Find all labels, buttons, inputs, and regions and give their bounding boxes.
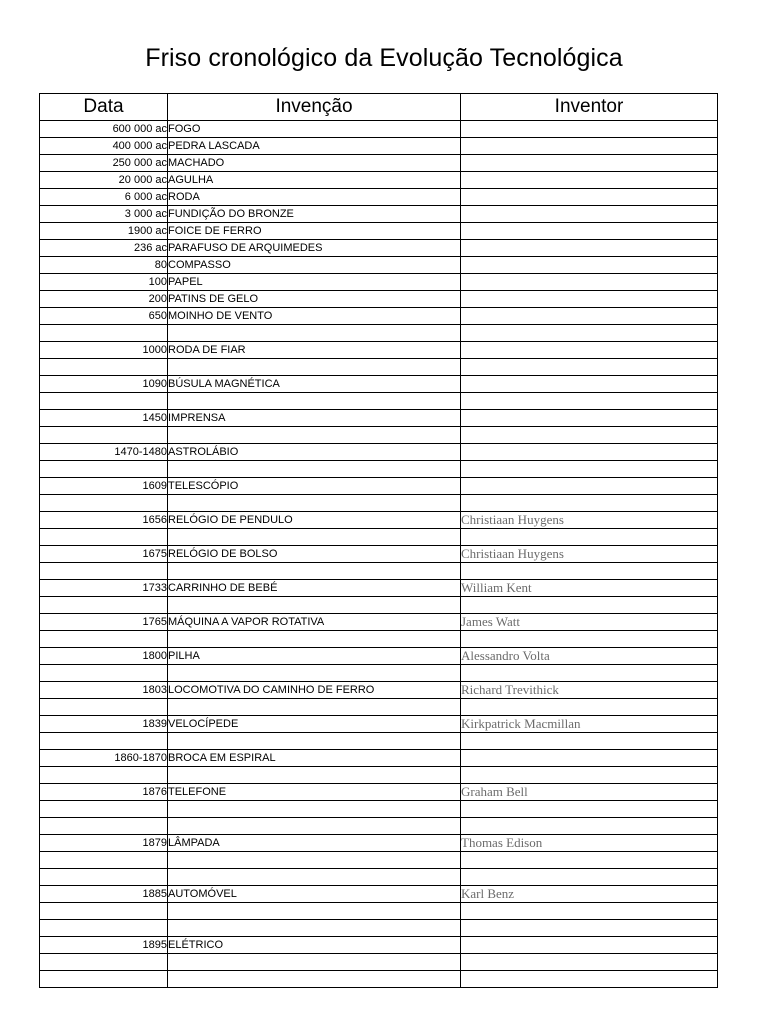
invention-cell: [168, 920, 461, 937]
date-cell: 400 000 ac: [40, 138, 168, 155]
date-cell: [40, 801, 168, 818]
inventor-cell: [461, 342, 718, 359]
date-cell: [40, 818, 168, 835]
date-cell: 650: [40, 308, 168, 325]
inventor-cell: [461, 410, 718, 427]
inventor-cell: [461, 750, 718, 767]
invention-cell: FOICE DE FERRO: [168, 223, 461, 240]
invention-cell: [168, 597, 461, 614]
table-row: [40, 342, 718, 359]
inventor-cell: [461, 308, 718, 325]
table-row: [40, 427, 718, 444]
date-cell: 1900 ac: [40, 223, 168, 240]
date-cell: [40, 631, 168, 648]
invention-cell: AGULHA: [168, 172, 461, 189]
inventor-cell: [461, 903, 718, 920]
table-row: [40, 699, 718, 716]
table-row: [40, 682, 718, 699]
table-row: [40, 308, 718, 325]
date-cell: [40, 359, 168, 376]
invention-cell: RODA: [168, 189, 461, 206]
table-row: [40, 410, 718, 427]
date-cell: 1450: [40, 410, 168, 427]
table-row: [40, 733, 718, 750]
table-row: [40, 580, 718, 597]
table-row: [40, 240, 718, 257]
invention-cell: [168, 563, 461, 580]
table-body: [40, 121, 718, 988]
invention-cell: COMPASSO: [168, 257, 461, 274]
invention-cell: VELOCÍPEDE: [168, 716, 461, 733]
table-row: [40, 597, 718, 614]
date-cell: 1000: [40, 342, 168, 359]
invention-cell: [168, 767, 461, 784]
date-cell: 200: [40, 291, 168, 308]
inventor-cell: Christiaan Huygens: [461, 512, 718, 529]
inventor-cell: William Kent: [461, 580, 718, 597]
inventor-cell: [461, 257, 718, 274]
table-row: [40, 767, 718, 784]
date-cell: [40, 563, 168, 580]
inventor-cell: [461, 801, 718, 818]
inventor-cell: [461, 291, 718, 308]
invention-cell: [168, 325, 461, 342]
table-row: [40, 121, 718, 138]
date-cell: 1860-1870: [40, 750, 168, 767]
invention-cell: FUNDIÇÃO DO BRONZE: [168, 206, 461, 223]
invention-cell: [168, 818, 461, 835]
table-row: [40, 886, 718, 903]
date-cell: 6 000 ac: [40, 189, 168, 206]
inventor-cell: [461, 138, 718, 155]
date-cell: 1765: [40, 614, 168, 631]
invention-cell: [168, 869, 461, 886]
table-row: [40, 155, 718, 172]
inventor-cell: [461, 699, 718, 716]
invention-cell: MACHADO: [168, 155, 461, 172]
inventor-cell: [461, 461, 718, 478]
date-cell: 1675: [40, 546, 168, 563]
inventor-cell: Christiaan Huygens: [461, 546, 718, 563]
date-cell: 100: [40, 274, 168, 291]
table-row: [40, 172, 718, 189]
inventor-cell: [461, 478, 718, 495]
table-row: [40, 801, 718, 818]
inventor-cell: [461, 495, 718, 512]
date-cell: 80: [40, 257, 168, 274]
inventor-cell: [461, 393, 718, 410]
invention-cell: MOINHO DE VENTO: [168, 308, 461, 325]
table-row: [40, 818, 718, 835]
table-row: [40, 495, 718, 512]
inventor-cell: [461, 971, 718, 988]
table-row: [40, 869, 718, 886]
column-header-inventor: Inventor: [461, 94, 718, 121]
inventor-cell: [461, 121, 718, 138]
inventor-cell: [461, 325, 718, 342]
timeline-table: [39, 93, 718, 988]
inventor-cell: [461, 376, 718, 393]
date-cell: 1803: [40, 682, 168, 699]
inventor-cell: [461, 427, 718, 444]
table-row: [40, 546, 718, 563]
invention-cell: ASTROLÁBIO: [168, 444, 461, 461]
table-row: [40, 393, 718, 410]
table-row: [40, 631, 718, 648]
invention-cell: BROCA EM ESPIRAL: [168, 750, 461, 767]
table-row: [40, 206, 718, 223]
column-header-invention: Invenção: [168, 94, 461, 121]
table-row: [40, 444, 718, 461]
inventor-cell: [461, 274, 718, 291]
invention-cell: PAPEL: [168, 274, 461, 291]
table-row: [40, 784, 718, 801]
date-cell: 1800: [40, 648, 168, 665]
invention-cell: ELÉTRICO: [168, 937, 461, 954]
date-cell: [40, 971, 168, 988]
inventor-cell: [461, 733, 718, 750]
date-cell: [40, 597, 168, 614]
date-cell: [40, 903, 168, 920]
inventor-cell: [461, 359, 718, 376]
invention-cell: FOGO: [168, 121, 461, 138]
date-cell: [40, 954, 168, 971]
invention-cell: [168, 665, 461, 682]
table-row: [40, 563, 718, 580]
inventor-cell: [461, 189, 718, 206]
inventor-cell: James Watt: [461, 614, 718, 631]
invention-cell: [168, 852, 461, 869]
table-row: [40, 257, 718, 274]
table-row: [40, 954, 718, 971]
date-cell: 3 000 ac: [40, 206, 168, 223]
date-cell: [40, 852, 168, 869]
table-row: [40, 512, 718, 529]
date-cell: 1879: [40, 835, 168, 852]
date-cell: 20 000 ac: [40, 172, 168, 189]
table-row: [40, 291, 718, 308]
invention-cell: [168, 903, 461, 920]
date-cell: 1885: [40, 886, 168, 903]
date-cell: [40, 529, 168, 546]
inventor-cell: [461, 937, 718, 954]
inventor-cell: [461, 818, 718, 835]
inventor-cell: Graham Bell: [461, 784, 718, 801]
date-cell: 600 000 ac: [40, 121, 168, 138]
inventor-cell: [461, 869, 718, 886]
invention-cell: PARAFUSO DE ARQUIMEDES: [168, 240, 461, 257]
date-cell: 1895: [40, 937, 168, 954]
inventor-cell: [461, 444, 718, 461]
table-row: [40, 614, 718, 631]
invention-cell: [168, 733, 461, 750]
invention-cell: [168, 954, 461, 971]
table-row: [40, 716, 718, 733]
invention-cell: RODA DE FIAR: [168, 342, 461, 359]
inventor-cell: [461, 597, 718, 614]
date-cell: 236 ac: [40, 240, 168, 257]
table-row: [40, 665, 718, 682]
inventor-cell: [461, 852, 718, 869]
date-cell: [40, 733, 168, 750]
header-row: [40, 94, 718, 121]
date-cell: [40, 461, 168, 478]
date-cell: [40, 699, 168, 716]
invention-cell: [168, 631, 461, 648]
invention-cell: AUTOMÓVEL: [168, 886, 461, 903]
table-row: [40, 920, 718, 937]
date-cell: [40, 427, 168, 444]
date-cell: 1609: [40, 478, 168, 495]
invention-cell: CARRINHO DE BEBÉ: [168, 580, 461, 597]
invention-cell: [168, 461, 461, 478]
invention-cell: LOCOMOTIVA DO CAMINHO DE FERRO: [168, 682, 461, 699]
table-row: [40, 376, 718, 393]
inventor-cell: Alessandro Volta: [461, 648, 718, 665]
invention-cell: MÁQUINA A VAPOR ROTATIVA: [168, 614, 461, 631]
table-row: [40, 325, 718, 342]
inventor-cell: [461, 206, 718, 223]
inventor-cell: [461, 240, 718, 257]
inventor-cell: [461, 665, 718, 682]
invention-cell: [168, 699, 461, 716]
date-cell: 1090: [40, 376, 168, 393]
invention-cell: BÚSULA MAGNÉTICA: [168, 376, 461, 393]
table-row: [40, 223, 718, 240]
date-cell: 1656: [40, 512, 168, 529]
date-cell: 1839: [40, 716, 168, 733]
invention-cell: [168, 393, 461, 410]
inventor-cell: Karl Benz: [461, 886, 718, 903]
inventor-cell: [461, 767, 718, 784]
invention-cell: [168, 801, 461, 818]
date-cell: [40, 393, 168, 410]
table-row: [40, 359, 718, 376]
inventor-cell: [461, 631, 718, 648]
inventor-cell: [461, 563, 718, 580]
invention-cell: PEDRA LASCADA: [168, 138, 461, 155]
invention-cell: [168, 359, 461, 376]
date-cell: [40, 767, 168, 784]
table-row: [40, 835, 718, 852]
date-cell: [40, 665, 168, 682]
invention-cell: LÂMPADA: [168, 835, 461, 852]
inventor-cell: [461, 223, 718, 240]
invention-cell: RELÓGIO DE PENDULO: [168, 512, 461, 529]
invention-cell: RELÓGIO DE BOLSO: [168, 546, 461, 563]
table-row: [40, 971, 718, 988]
table-row: [40, 937, 718, 954]
date-cell: [40, 920, 168, 937]
invention-cell: [168, 495, 461, 512]
inventor-cell: [461, 529, 718, 546]
inventor-cell: [461, 155, 718, 172]
inventor-cell: Richard Trevithick: [461, 682, 718, 699]
invention-cell: TELESCÓPIO: [168, 478, 461, 495]
date-cell: 1876: [40, 784, 168, 801]
table-row: [40, 274, 718, 291]
inventor-cell: Thomas Edison: [461, 835, 718, 852]
table-row: [40, 478, 718, 495]
date-cell: [40, 869, 168, 886]
invention-cell: IMPRENSA: [168, 410, 461, 427]
date-cell: [40, 495, 168, 512]
invention-cell: [168, 971, 461, 988]
invention-cell: [168, 427, 461, 444]
table-row: [40, 903, 718, 920]
date-cell: [40, 325, 168, 342]
invention-cell: PATINS DE GELO: [168, 291, 461, 308]
table-row: [40, 189, 718, 206]
date-cell: 1733: [40, 580, 168, 597]
invention-cell: TELEFONE: [168, 784, 461, 801]
page-title: Friso cronológico da Evolução Tecnológica: [145, 44, 623, 72]
table-row: [40, 852, 718, 869]
table-row: [40, 461, 718, 478]
invention-cell: [168, 529, 461, 546]
column-header-date: Data: [40, 94, 168, 121]
table-row: [40, 750, 718, 767]
invention-cell: PILHA: [168, 648, 461, 665]
table-row: [40, 138, 718, 155]
inventor-cell: [461, 954, 718, 971]
date-cell: 250 000 ac: [40, 155, 168, 172]
date-cell: 1470-1480: [40, 444, 168, 461]
table-row: [40, 529, 718, 546]
table-row: [40, 648, 718, 665]
inventor-cell: Kirkpatrick Macmillan: [461, 716, 718, 733]
inventor-cell: [461, 920, 718, 937]
inventor-cell: [461, 172, 718, 189]
